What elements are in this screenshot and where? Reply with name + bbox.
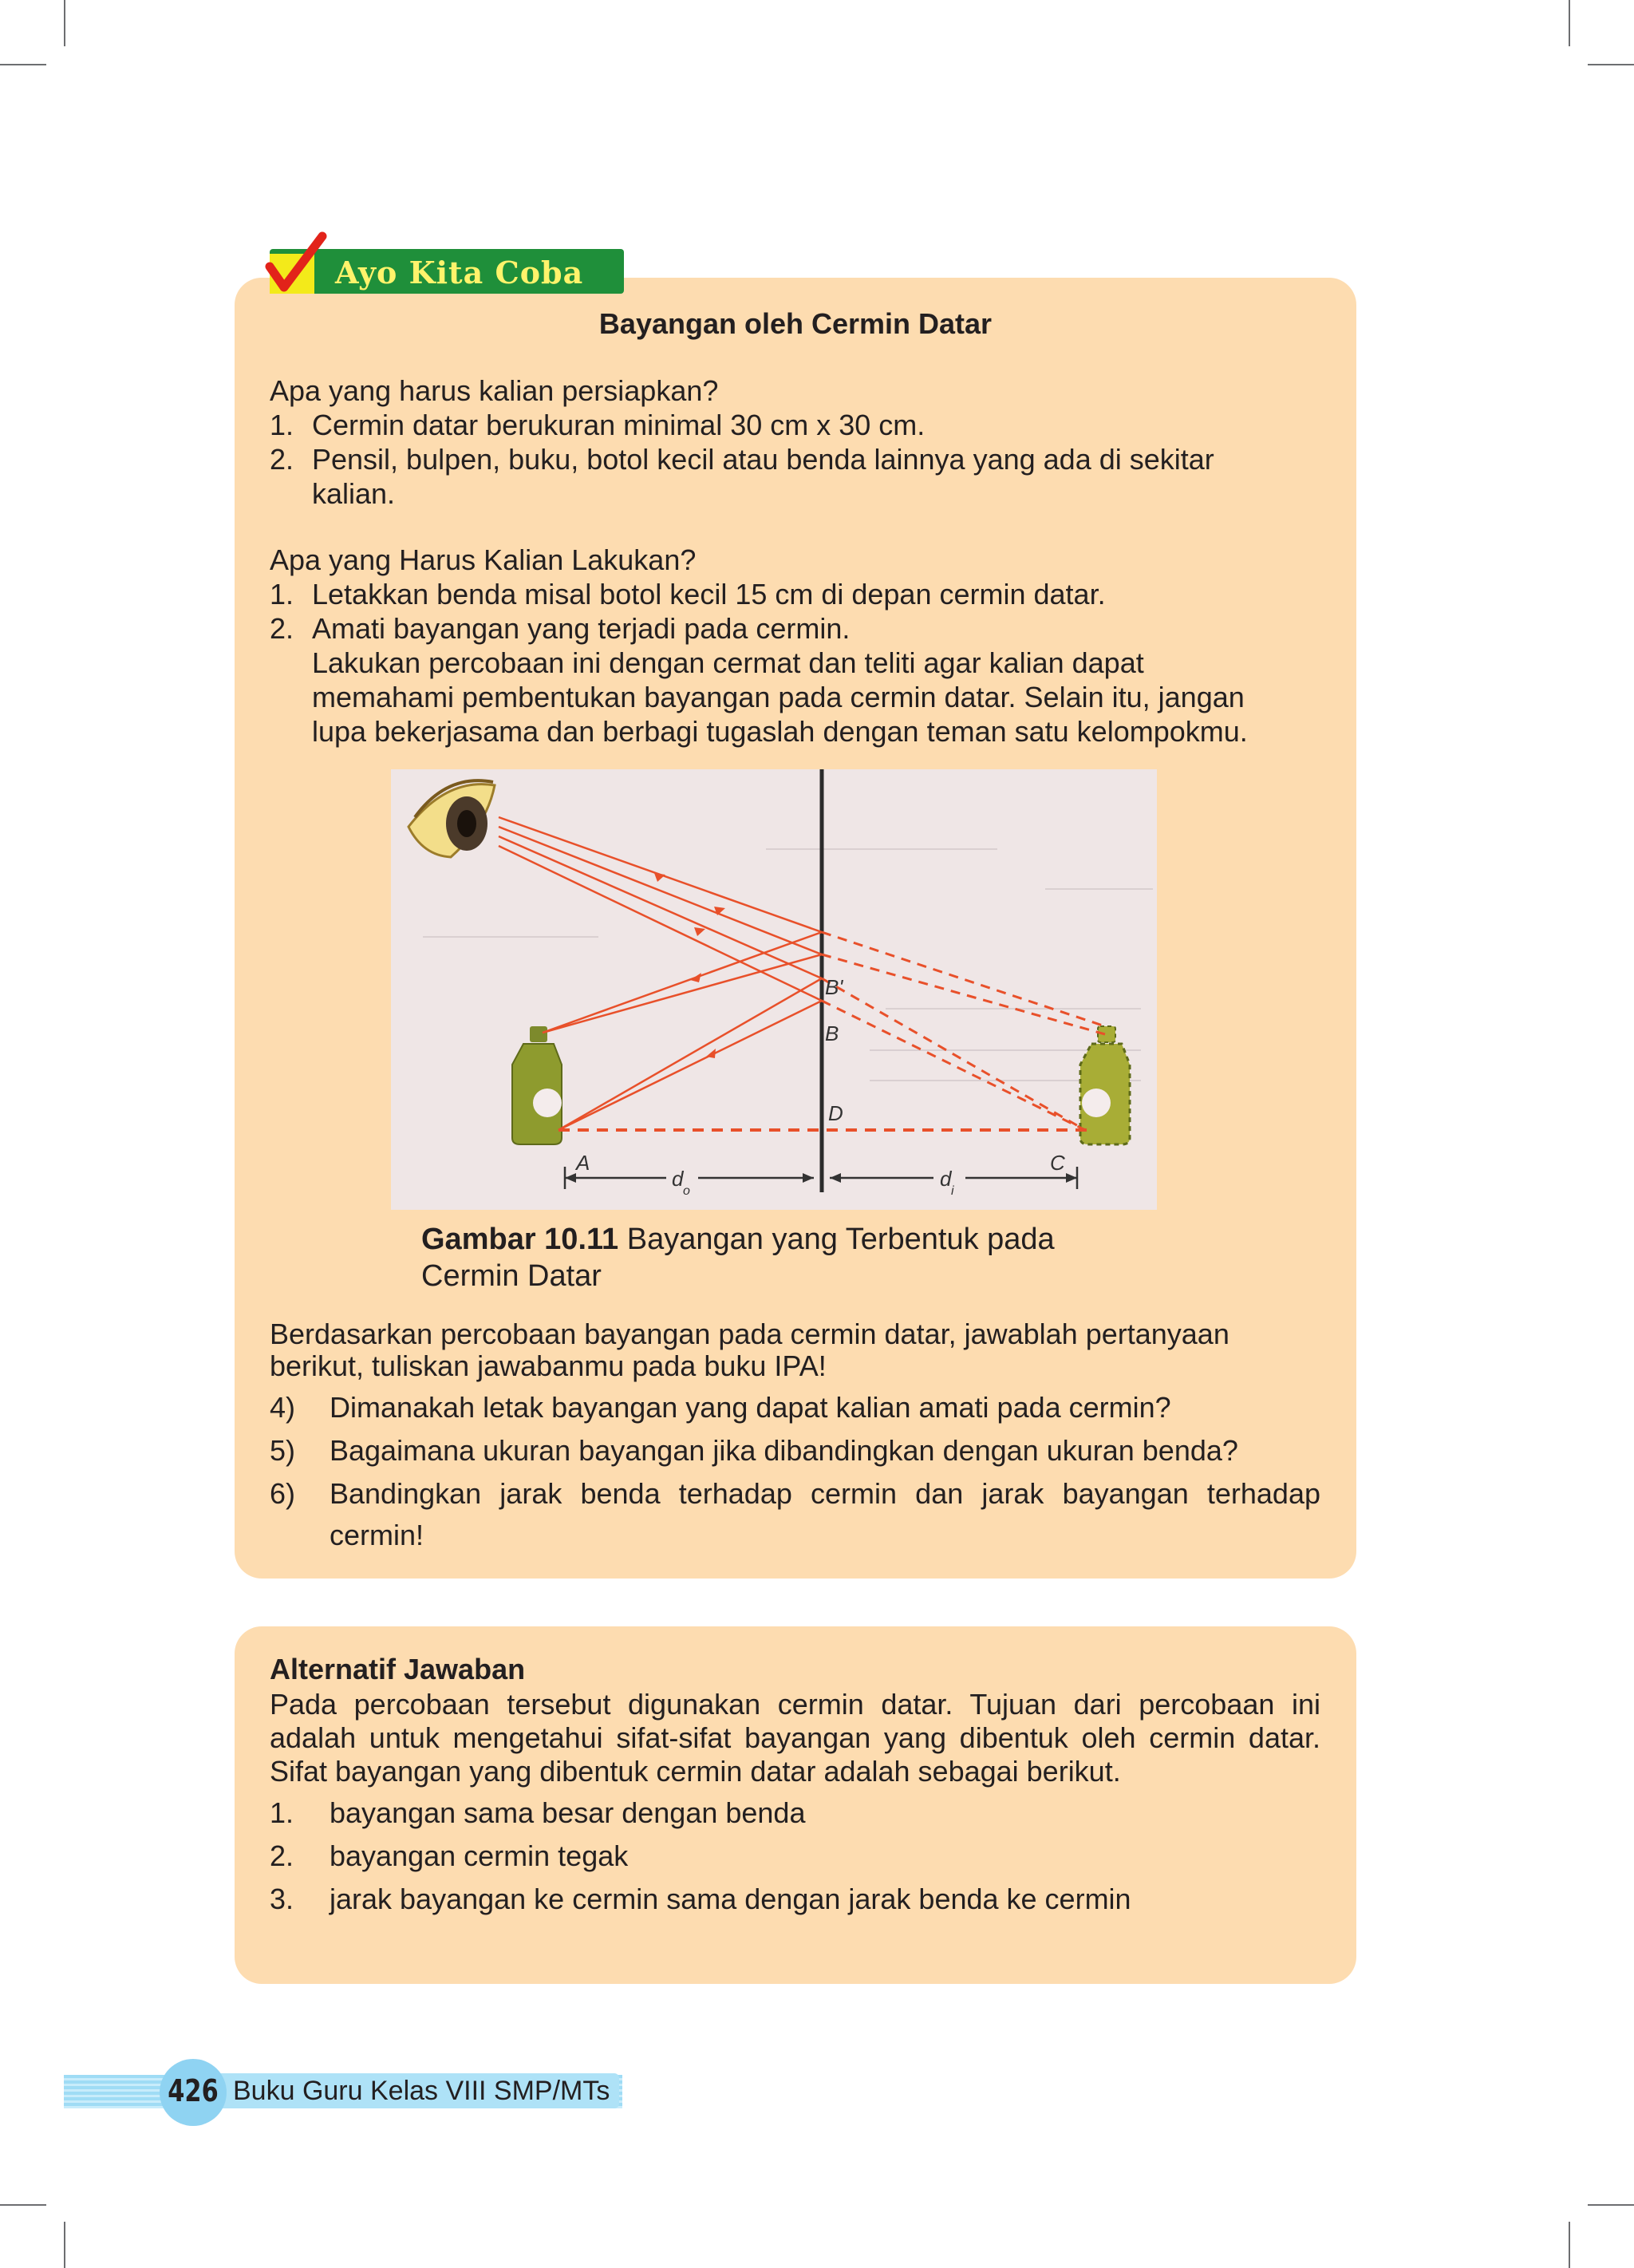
prepare-item-text: Cermin datar berukuran minimal 30 cm x 30 cm.	[312, 409, 926, 441]
do-item-text: Amati bayangan yang terjadi pada cermin.	[312, 612, 851, 645]
question-text: Bagaimana ukuran bayangan jika dibandingkan dengan ukuran benda?	[330, 1434, 1238, 1467]
badge-label: Ayo Kita Coba	[335, 255, 584, 290]
crop-mark	[0, 64, 46, 65]
question-text: Dimanakah letak bayangan yang dapat kalian amati pada cermin?	[330, 1391, 1171, 1424]
answer-item-text: bayangan cermin tegak	[330, 1839, 629, 1872]
page-number: 426	[168, 2073, 219, 2108]
label-d: D	[828, 1101, 843, 1125]
do-item-text: Letakkan benda misal botol kecil 15 cm di depan cermin datar.	[312, 578, 1106, 610]
label-di: d	[940, 1167, 952, 1191]
crop-mark	[1588, 2204, 1634, 2206]
do-heading: Apa yang Harus Kalian Lakukan?	[270, 543, 697, 576]
crop-mark	[0, 2204, 46, 2206]
answer-item-text: bayangan sama besar dengan benda	[330, 1796, 806, 1829]
do-item-text: lupa bekerjasama dan berbagi tugaslah dengan teman satu kelompokmu.	[312, 715, 1248, 748]
crop-mark	[64, 2222, 65, 2268]
question-number: 5)	[270, 1434, 296, 1467]
prepare-item-number: 1.	[270, 409, 294, 441]
crop-mark	[64, 0, 65, 46]
answer-item-number: 2.	[270, 1839, 294, 1872]
activity-title: Bayangan oleh Cermin Datar	[598, 307, 993, 340]
mirror-ray-diagram	[391, 769, 1157, 1210]
figure-number: Gambar 10.11	[421, 1223, 619, 1256]
figure-caption-text: Bayangan yang Terbentuk pada	[626, 1223, 1055, 1256]
do-item-number: 1.	[270, 578, 294, 610]
question-text: Bandingkan jarak benda terhadap cermin dan jarak bayangan terhadap	[330, 1477, 1320, 1510]
do-item-text: memahami pembentukan bayangan pada cermin datar. Selain itu, jangan	[312, 681, 1245, 713]
answer-paragraph: adalah untuk mengetahui sifat-sifat bayangan yang dibentuk oleh cermin datar.	[270, 1721, 1320, 1754]
question-number: 4)	[270, 1391, 296, 1424]
answer-heading: Alternatif Jawaban	[270, 1653, 526, 1685]
question-intro: Berdasarkan percobaan bayangan pada cermin datar, jawablah pertanyaan	[270, 1318, 1229, 1350]
do-item-number: 2.	[270, 612, 294, 645]
do-item-text: Lakukan percobaan ini dengan cermat dan teliti agar kalian dapat	[312, 646, 1144, 679]
prepare-item-text: Pensil, bulpen, buku, botol kecil atau benda lainnya yang ada di sekitar	[312, 443, 1214, 476]
question-text: cermin!	[330, 1519, 424, 1551]
book-title: Buku Guru Kelas VIII SMP/MTs	[233, 2076, 610, 2106]
answer-item-number: 1.	[270, 1796, 294, 1829]
label-do: d	[672, 1167, 684, 1191]
prepare-item-number: 2.	[270, 443, 294, 476]
label-b: B	[825, 1021, 839, 1045]
answer-paragraph: Sifat bayangan yang dibentuk cermin datar adalah sebagai berikut.	[270, 1755, 1121, 1788]
label-di-subscript: i	[951, 1184, 954, 1198]
answer-paragraph: Pada percobaan tersebut digunakan cermin datar. Tujuan dari percobaan ini	[270, 1688, 1320, 1721]
prepare-item-text: kalian.	[312, 477, 396, 510]
crop-mark	[1588, 64, 1634, 65]
answer-item-number: 3.	[270, 1883, 294, 1915]
figure-background	[391, 769, 1157, 1210]
crop-mark	[1569, 0, 1570, 46]
crop-mark	[1569, 2222, 1570, 2268]
question-intro: berikut, tuliskan jawabanmu pada buku IPA!	[270, 1349, 827, 1382]
prepare-heading: Apa yang harus kalian persiapkan?	[270, 374, 719, 407]
label-b-prime: B'	[825, 975, 843, 999]
answer-item-text: jarak bayangan ke cermin sama dengan jarak benda ke cermin	[330, 1883, 1131, 1915]
figure-caption	[421, 1221, 1055, 1258]
label-do-subscript: o	[683, 1184, 690, 1198]
question-number: 6)	[270, 1477, 296, 1510]
label-c: C	[1050, 1151, 1065, 1175]
label-a: A	[576, 1151, 590, 1175]
figure-caption-text: Cermin Datar	[421, 1259, 602, 1293]
checkmark-icon	[263, 231, 327, 298]
